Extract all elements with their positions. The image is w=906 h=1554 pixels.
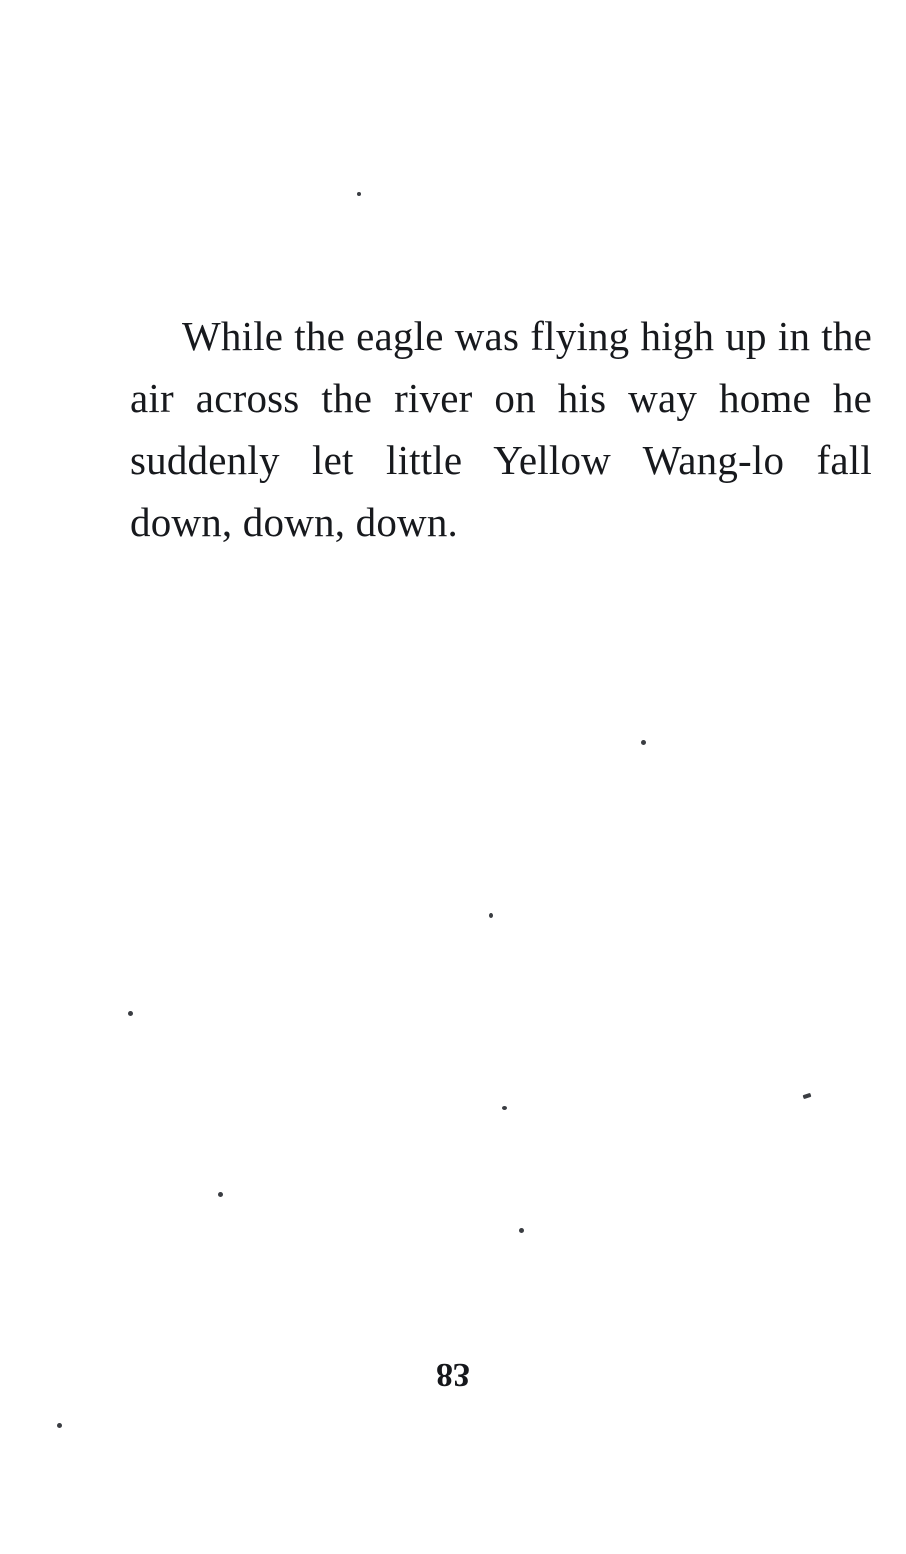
scan-speck-icon — [502, 1106, 507, 1110]
scan-speck-icon — [803, 1093, 812, 1099]
scan-speck-icon — [128, 1011, 133, 1016]
scan-speck-icon — [357, 192, 361, 196]
scan-speck-icon — [489, 913, 493, 918]
scan-speck-icon — [641, 740, 646, 745]
paragraph-text: While the eagle was flying high up in the air across the river on his way home he suddenly let little Yellow Wang-lo fall down, down, down. — [130, 313, 872, 545]
scan-speck-icon — [218, 1192, 223, 1197]
scan-speck-icon — [57, 1423, 62, 1428]
page-number: 83 — [436, 1356, 470, 1393]
scan-speck-icon — [519, 1228, 524, 1233]
body-text — [130, 305, 872, 553]
